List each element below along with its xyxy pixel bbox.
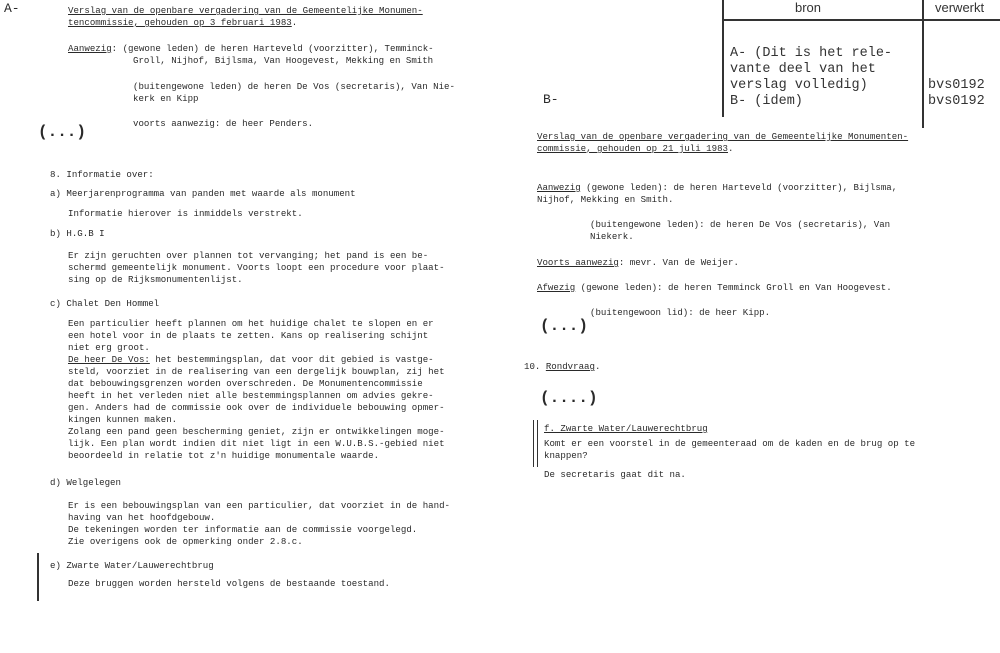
item-10-number: 10. bbox=[524, 361, 546, 372]
buitengewone-text: (buitengewone leden): de heren De Vos (secretaris), Van bbox=[590, 219, 891, 230]
table-header-bron: bron bbox=[795, 0, 822, 15]
item-f-answer: De secretaris gaat dit na. bbox=[544, 469, 686, 480]
item-c-speaker-line bbox=[68, 354, 434, 366]
table-bron-text: B- (idem) bbox=[730, 94, 803, 109]
item-c-text: Zolang een pand geen bescherming geniet, zijn er ontwikkelingen moge- bbox=[68, 426, 445, 437]
item-c-text: gen. Anders had de commissie ook over de individuele bebouwing opmer- bbox=[68, 402, 445, 413]
item-b-text: schermd gemeentelijk monument. Voorts loopt een procedure voor plaat- bbox=[68, 262, 445, 273]
item-b-text: sing op de Rijksmonumentenlijst. bbox=[68, 274, 243, 285]
right-title-line2: commissie, gehouden op 21 juli 1983 bbox=[537, 143, 728, 154]
aanwezig-text: (gewone leden): de heren Harteveld (voorzitter), Bijlsma, bbox=[580, 182, 898, 193]
afwezig-label: Afwezig bbox=[537, 282, 576, 293]
item-c-text: dat bebouwingsgrenzen worden overschreden. De Monumentencommissie bbox=[68, 378, 423, 389]
voorts-text: voorts aanwezig: de heer Penders. bbox=[133, 118, 314, 129]
item-c-text: heeft in het verleden niet alle bestemmingsplannen om advies gekre- bbox=[68, 390, 434, 401]
item-a-heading: a) Meerjarenprogramma van panden met waarde als monument bbox=[50, 188, 356, 199]
right-title: Verslag van de openbare vergadering van de Gemeentelijke Monumenten- bbox=[537, 131, 909, 142]
ellipsis: (...) bbox=[540, 317, 589, 335]
buitengewone-text: (buitengewone leden) de heren De Vos (secretaris), Van Nie- bbox=[133, 81, 455, 92]
table-verwerkt-value: bvs0192 bbox=[928, 78, 985, 93]
aanwezig-text: Nijhof, Mekking en Smith. bbox=[537, 194, 674, 205]
afwezig-text: (gewone leden): de heren Temminck Groll en Van Hoogevest. bbox=[575, 282, 892, 293]
aanwezig-label: Aanwezig bbox=[537, 182, 581, 193]
voorts-label: Voorts aanwezig bbox=[537, 257, 619, 268]
item-e-heading: e) Zwarte Water/Lauwerechtbrug bbox=[50, 560, 214, 571]
item-c-heading: c) Chalet Den Hommel bbox=[50, 298, 160, 309]
item-d-text: De tekeningen worden ter informatie aan de commissie voorgelegd. bbox=[68, 524, 418, 535]
item-c-text: lijk. Een plan wordt indien dit niet ligt in een W.U.B.S.-gebied niet bbox=[68, 438, 445, 449]
ellipsis: (....) bbox=[540, 389, 598, 407]
section-marker-b: B- bbox=[543, 92, 559, 107]
item-d-text: Zie overigens ook de opmerking onder 2.8.c. bbox=[68, 536, 303, 547]
margin-bar bbox=[37, 553, 39, 601]
table-bron-text: vante deel van het bbox=[730, 62, 876, 77]
table-verwerkt-value: bvs0192 bbox=[928, 94, 985, 109]
item-b-heading: b) H.G.B I bbox=[50, 228, 105, 239]
buitengewone-text: kerk en Kipp bbox=[133, 93, 199, 104]
margin-bar bbox=[533, 420, 534, 467]
right-title: commissie, gehouden op 21 juli 1983. bbox=[537, 143, 734, 154]
item-c-text: niet erg groot. bbox=[68, 342, 150, 353]
voorts-line bbox=[537, 257, 739, 269]
table-header-line bbox=[722, 19, 1000, 21]
section-marker-a: A- bbox=[4, 1, 20, 16]
table-bron-text: A- (Dit is het rele- bbox=[730, 46, 893, 61]
table-divider bbox=[722, 0, 724, 117]
voorts-text: : mevr. Van de Weijer. bbox=[618, 257, 739, 268]
item-e-text: Deze bruggen worden hersteld volgens de bestaande toestand. bbox=[68, 578, 390, 589]
item-f-text: knappen? bbox=[544, 450, 588, 461]
item-c-text: het bestemmingsplan, dat voor dit gebied is vastge- bbox=[149, 354, 434, 365]
item-d-heading: d) Welgelegen bbox=[50, 477, 121, 488]
right-aanwezig bbox=[537, 182, 897, 194]
left-title: Verslag van de openbare vergadering van de Gemeentelijke Monumen- bbox=[68, 5, 423, 16]
aanwezig-text: : (gewone leden) de heren Harteveld (voorzitter), Temminck- bbox=[111, 43, 434, 54]
left-aanwezig bbox=[68, 43, 434, 55]
item-a-text: Informatie hierover is inmiddels verstrekt. bbox=[68, 208, 303, 219]
aanwezig-text: Groll, Nijhof, Bijlsma, Van Hoogevest, Mekking en Smith bbox=[133, 55, 434, 66]
item-c-text: Een particulier heeft plannen om het huidige chalet te slopen en er bbox=[68, 318, 434, 329]
ellipsis: (...) bbox=[38, 123, 87, 141]
left-title: tencommissie, gehouden op 3 februari 1983. bbox=[68, 17, 298, 28]
speaker-label: De heer De Vos: bbox=[68, 354, 150, 365]
afwezig-text: (buitengewoon lid): de heer Kipp. bbox=[590, 307, 771, 318]
table-header-verwerkt: verwerkt bbox=[935, 0, 985, 15]
left-title-line2: tencommissie, gehouden op 3 februari 1983 bbox=[68, 17, 292, 28]
afwezig-line bbox=[537, 282, 892, 294]
item-8-heading: 8. Informatie over: bbox=[50, 169, 154, 180]
table-bron-text: verslag volledig) bbox=[730, 78, 868, 93]
item-c-text: een hotel voor in de plaats te zetten. Kans op realisering schijnt bbox=[68, 330, 429, 341]
item-b-text: Er zijn geruchten over plannen tot vervanging; het pand is een be- bbox=[68, 250, 429, 261]
margin-bar bbox=[537, 420, 538, 467]
item-f-text: Komt er een voorstel in de gemeenteraad om de kaden en de brug op te bbox=[544, 438, 916, 449]
item-10-heading: 10. Rondvraag. bbox=[524, 361, 601, 372]
aanwezig-label: Aanwezig bbox=[68, 43, 112, 54]
item-d-text: Er is een bebouwingsplan van een particulier, dat voorziet in de hand- bbox=[68, 500, 450, 511]
item-f-heading: f. Zwarte Water/Lauwerechtbrug bbox=[544, 423, 708, 434]
buitengewone-text: Niekerk. bbox=[590, 231, 634, 242]
item-c-text: kingen kunnen maken. bbox=[68, 414, 178, 425]
item-c-text: beoordeeld in relatie tot z'n huidige monumentale waarde. bbox=[68, 450, 380, 461]
item-c-text: steld, voorziet in de realisering van een dergelijk bouwplan, zij het bbox=[68, 366, 445, 377]
item-d-text: having van het hoofdgebouw. bbox=[68, 512, 216, 523]
item-10-label: Rondvraag bbox=[545, 361, 595, 372]
